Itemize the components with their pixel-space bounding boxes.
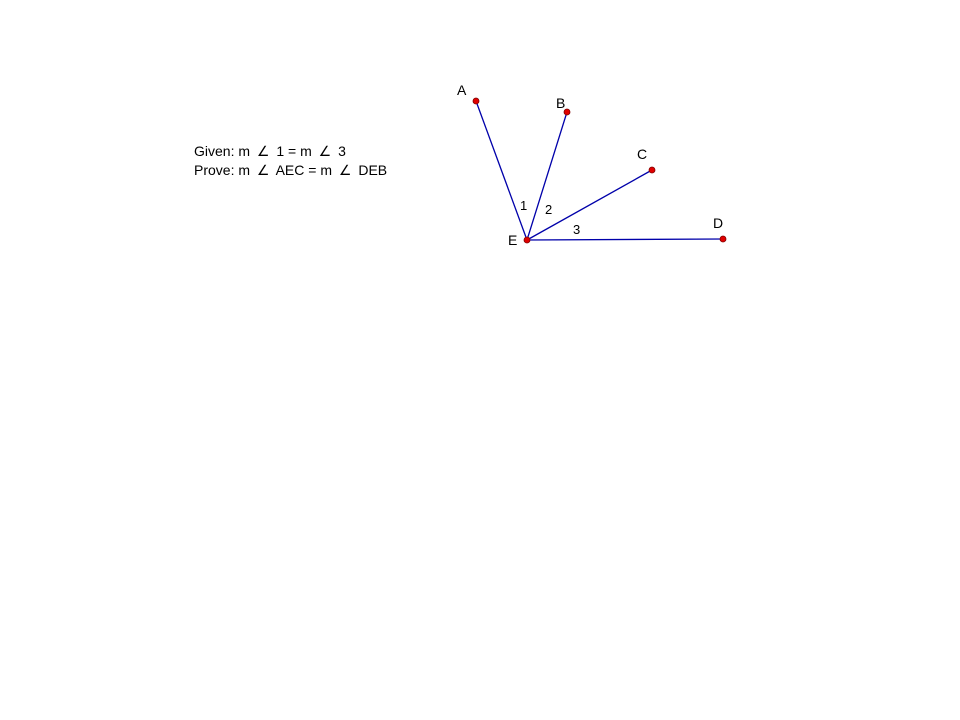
given-first: 1 = m (276, 143, 312, 159)
point-label-b: B (556, 95, 566, 111)
point-a[interactable] (473, 98, 479, 104)
prove-prefix: Prove: m (194, 162, 251, 178)
point-e[interactable] (524, 237, 530, 243)
point-c[interactable] (649, 167, 655, 173)
angle-label-1: 1 (520, 198, 528, 213)
prove-first: AEC = m (275, 162, 332, 178)
point-label-a: A (457, 82, 467, 98)
point-d[interactable] (720, 236, 726, 242)
point-label-c: C (637, 146, 648, 162)
given-prefix: Given: m (194, 143, 251, 159)
prove-second: DEB (358, 162, 388, 178)
given-second: 3 (338, 143, 346, 159)
angle-symbol-icon: ∠ (338, 162, 352, 178)
angle-symbol-icon: ∠ (256, 162, 270, 178)
point-label-d: D (713, 215, 724, 231)
ray-ea (476, 101, 527, 240)
angle-label-3: 3 (573, 222, 581, 237)
angle-label-2: 2 (545, 202, 553, 217)
point-label-e: E (508, 232, 518, 248)
angle-symbol-icon: ∠ (318, 143, 332, 159)
angle-symbol-icon: ∠ (256, 143, 270, 159)
ray-ed (527, 239, 723, 240)
